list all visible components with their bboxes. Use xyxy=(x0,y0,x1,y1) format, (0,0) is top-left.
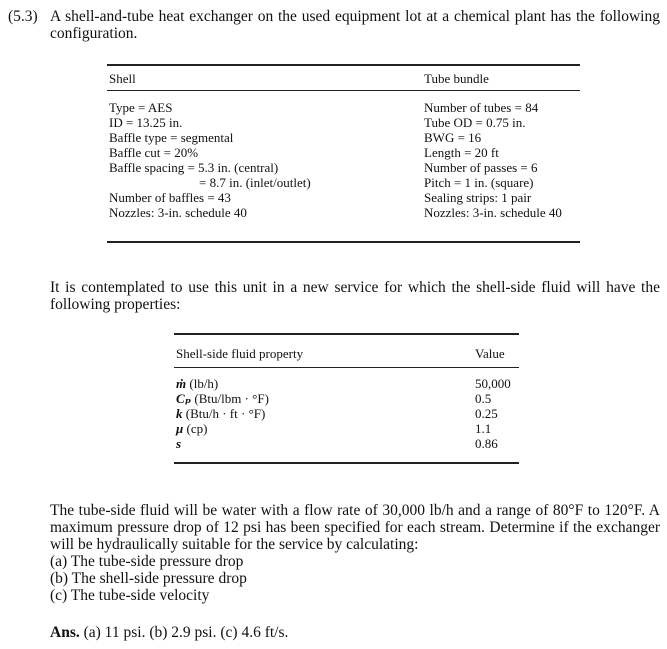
property-row xyxy=(176,391,269,406)
property-value: 0.86 xyxy=(475,436,498,451)
shell-spec: Nozzles: 3-in. schedule 40 xyxy=(109,205,247,220)
tube-spec: Tube OD = 0.75 in. xyxy=(424,115,526,130)
property-column xyxy=(176,376,269,451)
value-column xyxy=(475,376,511,451)
part-c: (c) The tube-side velocity xyxy=(50,587,210,604)
property-value: 0.5 xyxy=(475,391,492,406)
property-value: 0.25 xyxy=(475,406,498,421)
problem-intro: A shell-and-tube heat exchanger on the used equipment lot at a chemical plant has the following configuration. xyxy=(50,8,660,42)
property-unit: (lb/h) xyxy=(186,376,219,391)
property-header: Shell-side fluid property xyxy=(176,346,304,361)
shell-spec: Baffle cut = 20% xyxy=(109,145,199,160)
property-symbol: μ xyxy=(176,421,184,436)
property-unit: (Btu/lbm · °F) xyxy=(191,391,269,406)
part-a: (a) The tube-side pressure drop xyxy=(50,553,244,570)
value-header: Value xyxy=(475,346,505,361)
property-value: 1.1 xyxy=(475,421,492,436)
tube-spec: BWG = 16 xyxy=(424,130,482,145)
tube-spec: Sealing strips: 1 pair xyxy=(424,190,532,205)
property-value: 50,000 xyxy=(475,376,511,391)
problem-number: (5.3) xyxy=(8,8,38,25)
tube-spec: Number of passes = 6 xyxy=(424,160,538,175)
property-symbol: k xyxy=(176,406,183,421)
tube-spec: Length = 20 ft xyxy=(424,145,499,160)
shell-column xyxy=(109,100,311,220)
answer-label: Ans. xyxy=(50,624,80,641)
property-symbol: Cₚ xyxy=(176,391,192,406)
shell-spec: Baffle type = segmental xyxy=(109,130,234,145)
property-unit: (cp) xyxy=(183,421,208,436)
shell-header: Shell xyxy=(109,71,136,86)
property-row xyxy=(176,376,269,391)
property-row xyxy=(176,406,269,421)
shell-spec: Type = AES xyxy=(109,100,173,115)
property-unit: (Btu/h · ft · °F) xyxy=(182,406,266,421)
shell-spec: = 8.7 in. (inlet/outlet) xyxy=(199,175,311,190)
question-parts xyxy=(50,553,247,604)
shell-spec: ID = 13.25 in. xyxy=(109,115,183,130)
answer-line xyxy=(50,624,288,641)
table-top-rule xyxy=(107,64,580,66)
property-symbol: s xyxy=(176,436,182,451)
property-row xyxy=(176,421,269,436)
tube-bundle-header: Tube bundle xyxy=(424,71,489,86)
answer-text: (a) 11 psi. (b) 2.9 psi. (c) 4.6 ft/s. xyxy=(79,624,289,641)
fluid-table-header-rule xyxy=(174,367,519,368)
table-header-rule xyxy=(107,90,580,91)
property-symbol: ṁ xyxy=(176,376,187,391)
fluid-table-bottom-rule xyxy=(174,462,519,464)
tube-side-paragraph: The tube-side fluid will be water with a flow rate of 30,000 lb/h and a range of 80°F to 120°F. A maximum pressure drop of 12 psi has been specified for each stream. Determine if the exchanger will be hydraulically suitable for the service by calculating: xyxy=(50,502,660,553)
part-b: (b) The shell-side pressure drop xyxy=(50,570,247,587)
shell-spec: Baffle spacing = 5.3 in. (central) xyxy=(109,160,279,175)
tube-spec: Nozzles: 3-in. schedule 40 xyxy=(424,205,562,220)
tube-spec: Pitch = 1 in. (square) xyxy=(424,175,534,190)
tube-column xyxy=(424,100,562,220)
table-bottom-rule xyxy=(107,241,580,243)
fluid-table-top-rule xyxy=(174,333,519,335)
tube-spec: Number of tubes = 84 xyxy=(424,100,539,115)
property-row xyxy=(176,436,269,451)
service-paragraph: It is contemplated to use this unit in a new service for which the shell-side fluid will have the following properties: xyxy=(50,279,660,313)
shell-spec: Number of baffles = 43 xyxy=(109,190,231,205)
